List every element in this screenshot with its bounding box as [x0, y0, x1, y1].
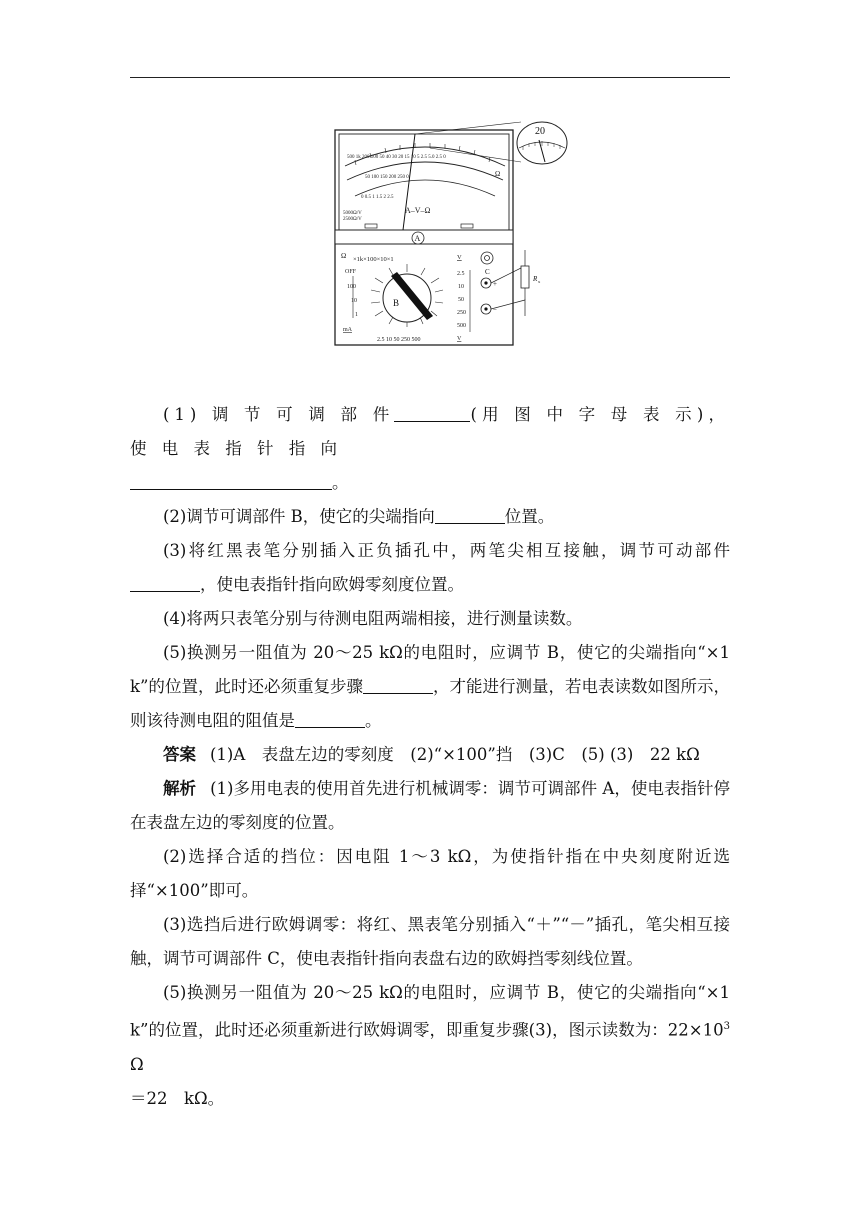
part-a-label: A [414, 234, 421, 243]
scale-labels-low: 0 0.5 1 1.5 2 2.5 [361, 195, 394, 200]
analysis-2: (2)选择合适的挡位：因电阻 1～3 kΩ，为使指针指在中央刻度附近选择“×100”即可。 [130, 847, 730, 900]
multimeter-figure [325, 118, 580, 350]
answer-blank [363, 677, 433, 694]
scale-labels-top: 500 1k 200 100 50 40 30 20 15 10 5 2.5 5.0 2.5 0 [347, 155, 446, 160]
bottom-v: V [457, 336, 462, 342]
analysis-label: 解析 [163, 779, 197, 798]
question-3: (3)将红黑表笔分别插入正负插孔中，两笔尖相互接触，调节可动部件，使电表指针指向欧姆零刻度位置。 [130, 534, 730, 602]
analysis-5: (5)换测另一阻值为 20～25 kΩ的电阻时，应调节 B，使它的尖端指向“×1 k”的位置，此时还必须重新进行欧姆调零，即重复步骤(3)，图示读数为：$22\times 10^3$ Ω [130, 983, 730, 1074]
magnifier-value: 20 [535, 126, 545, 137]
answer-blank [295, 711, 365, 728]
plus-socket-label: + [493, 280, 497, 288]
answer-line: 答案 (1)A 表盘左边的零刻度 (2)“×100”挡 (3)C (5) (3) 22 kΩ [163, 745, 700, 764]
question-1: (1) 调 节 可 调 部 件 (用 图 中 字 母 表 示)， 使 电 表 指 针 指 向 [130, 405, 731, 458]
bottom-ranges: 2.5 10 50 250 500 [377, 337, 421, 343]
answer-label: 答案 [163, 745, 196, 764]
left-range-0: OFF [345, 269, 357, 275]
answer-blank [394, 405, 470, 422]
question-5: (5)换测另一阻值为 20～25 kΩ的电阻时，应调节 B，使它的尖端指向“×1 k”的位置，此时还必须重复步骤 ，才能进行测量，若电表读数如图所示，则该待测电阻的阻值是 。 [130, 643, 731, 730]
left-range-2: 10 [351, 298, 357, 304]
ohm-ranges: ×1k×100×10×1 [353, 256, 394, 263]
answer-blank [130, 575, 200, 592]
right-range-1: 10 [458, 284, 464, 290]
part-c-label: C [485, 268, 490, 276]
answer-blank [130, 473, 332, 490]
ma-label: mA [343, 327, 352, 333]
right-range-0: 2.5 [457, 271, 465, 277]
scale-labels-mid: 50 100 150 200 250 0 [365, 175, 409, 180]
volt-spec-1: 5000Ω/V [343, 211, 362, 216]
right-range-3: 250 [457, 310, 466, 316]
part-b-label: B [393, 298, 400, 308]
svg-text:x: x [538, 279, 541, 284]
volt-spec-2: 2500Ω/V [343, 217, 362, 222]
question-2: (2)调节可调部件 B，使它的尖端指向 位置。 [163, 507, 555, 526]
question-block [130, 398, 730, 1116]
resistor-rx [521, 266, 529, 288]
right-range-4: 500 [457, 323, 466, 329]
analysis-5-cont: ＝22 kΩ。 [130, 1088, 225, 1108]
dial-title: A–V–Ω [405, 206, 431, 215]
resistor-label: R [533, 275, 538, 283]
analysis-3: (3)选挡后进行欧姆调零：将红、黑表笔分别插入“＋”“－”插孔，笔尖相互接触，调节可调部件 C，使电表指针指向表盘右边的欧姆挡零刻线位置。 [130, 915, 730, 968]
minus-socket-label: − [493, 306, 497, 314]
question-4: (4)将两只表笔分别与待测电阻两端相接，进行测量读数。 [163, 609, 583, 628]
v-label: V [457, 254, 462, 261]
scale-unit: Ω [495, 170, 501, 178]
analysis-1: 解析 (1)多用电表的使用首先进行机械调零：调节可调部件 A，使电表指针停在表盘左边的零刻度的位置。 [130, 779, 730, 832]
header-rule [130, 77, 730, 78]
left-range-3: 1 [355, 312, 358, 318]
ohm-symbol: Ω [341, 252, 347, 260]
left-range-1: 100 [347, 284, 356, 290]
question-1-cont: 。 [130, 466, 730, 500]
answer-blank [435, 507, 505, 524]
right-range-2: 50 [458, 297, 464, 303]
